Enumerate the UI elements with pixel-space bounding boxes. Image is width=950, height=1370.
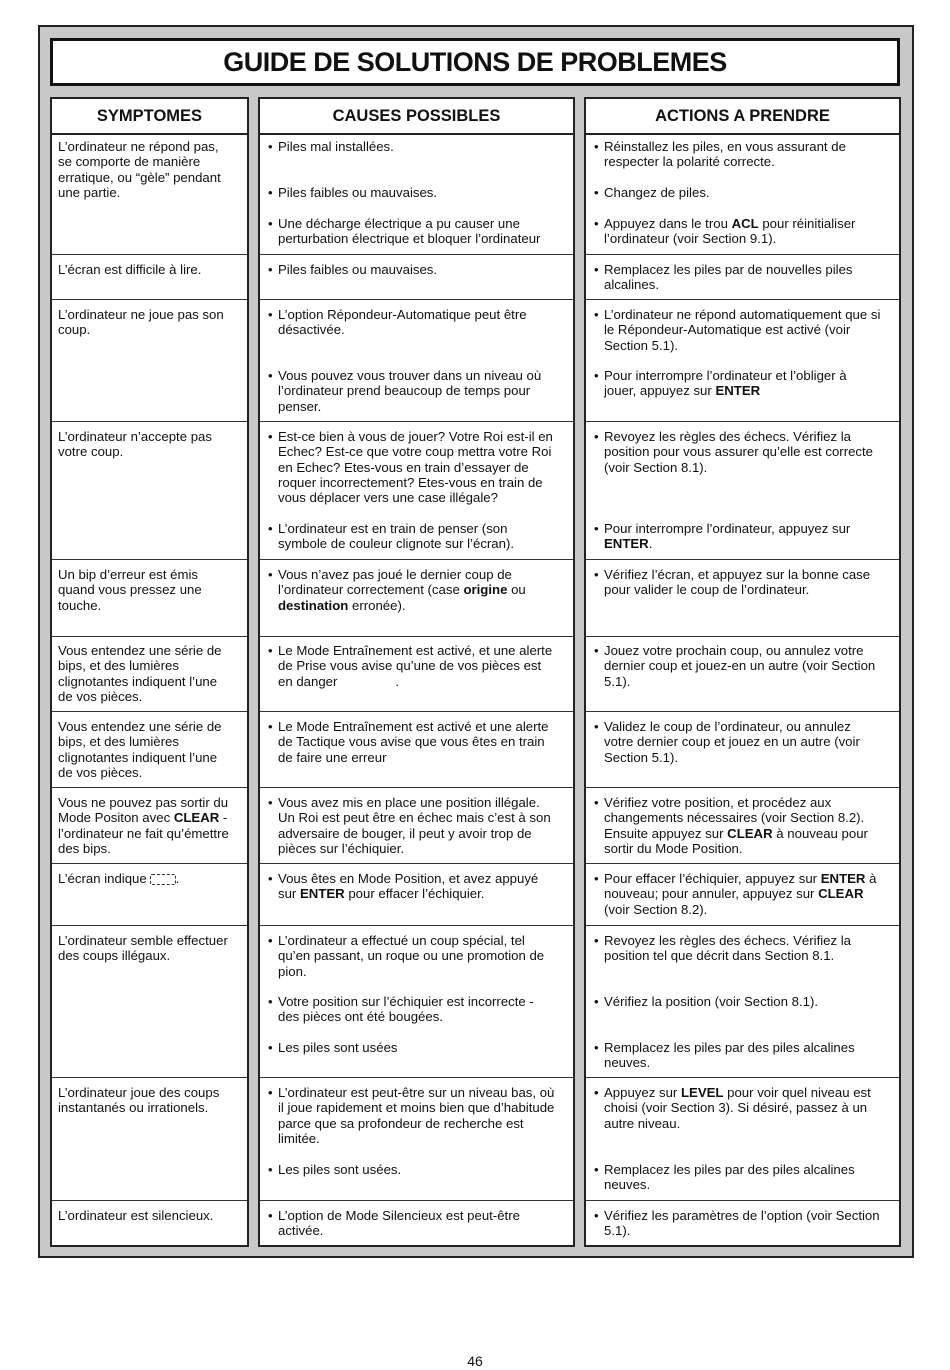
action-item: • Remplacez les piles par des piles alcalines neuves. — [594, 1040, 855, 1071]
action-item: • Appuyez dans le trou ACL pour réinitialiser l’ordinateur (voir Section 9.1). — [594, 216, 856, 247]
row-divider — [52, 1077, 247, 1078]
symptom-text: L’écran indique . — [58, 871, 180, 886]
row-divider — [586, 299, 899, 300]
row-divider — [260, 1200, 573, 1201]
cause-item: • L’option Répondeur-Automatique peut être désactivée. — [268, 307, 527, 338]
symptom-text: Vous entendez une série de bips, et des lumières clignotantes indiquent l’une de vos pièces. — [58, 719, 222, 780]
cause-item: • Votre position sur l’échiquier est incorrecte - des pièces ont été bougées. — [268, 994, 534, 1025]
cause-item: • L’ordinateur a effectué un coup spécial, tel qu’en passant, un roque ou une promotion de pion. — [268, 933, 545, 979]
row-divider — [52, 863, 247, 864]
row-divider — [52, 1200, 247, 1201]
action-item: • Pour effacer l’échiquier, appuyez sur ENTER à nouveau; pour annuler, appuyez sur CLEAR (voir Section 8.2). — [594, 871, 877, 917]
cause-item: • Les piles sont usées — [268, 1040, 398, 1055]
lcd-display-icon — [150, 874, 176, 885]
cause-item: • Piles mal installées. — [268, 139, 394, 154]
cause-item: • Le Mode Entraînement est activé et une alerte de Tactique vous avise que vous êtes en train de faire une erreur — [268, 719, 549, 765]
row-divider — [586, 711, 899, 712]
symptoms-header: SYMPTOMES — [52, 99, 247, 135]
action-item: • Vérifiez l’écran, et appuyez sur la bonne case pour valider le coup de l’ordinateur. — [594, 567, 871, 598]
symptom-text: L’ordinateur n’accepte pas votre coup. — [58, 429, 212, 460]
row-divider — [586, 1200, 899, 1201]
action-item: • Pour interrompre l’ordinateur, appuyez sur ENTER. — [594, 521, 851, 552]
title-box — [50, 38, 900, 86]
cause-item: • L’ordinateur est peut-être sur un niveau bas, où il joue rapidement et moins bien que d’habitude parce que sa profondeur de recherche est limitée. — [268, 1085, 555, 1146]
symptom-text: Vous ne pouvez pas sortir du Mode Positon avec CLEAR - l’ordinateur ne fait qu’émettre des bips. — [58, 795, 229, 856]
page-number: 46 — [467, 1353, 483, 1369]
cause-item: • Une décharge électrique a pu causer une perturbation électrique et bloquer l’ordinateur — [268, 216, 541, 247]
action-item: • Réinstallez les piles, en vous assurant de respecter la polarité correcte. — [594, 139, 846, 170]
cause-item: • L’option de Mode Silencieux est peut-être activée. — [268, 1208, 520, 1239]
action-item: • Pour interrompre l’ordinateur et l’obliger à jouer, appuyez sur ENTER — [594, 368, 847, 399]
row-divider — [260, 1077, 573, 1078]
cause-item: • Piles faibles ou mauvaises. — [268, 262, 438, 277]
row-divider — [260, 299, 573, 300]
action-item: • L’ordinateur ne répond automatiquement que si le Répondeur-Automatique est activé (voir Section 5.1). — [594, 307, 881, 353]
row-divider — [52, 299, 247, 300]
action-item: • Vérifiez votre position, et procédez aux changements nécessaires (voir Section 8.2). Ensuite appuyez sur CLEAR à nouveau pour sortir du Mode Position. — [594, 795, 868, 856]
row-divider — [260, 559, 573, 560]
symptom-text: Un bip d’erreur est émis quand vous pressez une touche. — [58, 567, 202, 613]
action-item: • Revoyez les règles des échecs. Vérifiez la position pour vous assurer qu’elle est correcte (voir Section 8.1). — [594, 429, 874, 475]
symptom-text: L’ordinateur est silencieux. — [58, 1208, 214, 1223]
row-divider — [586, 787, 899, 788]
action-item: • Changez de piles. — [594, 185, 710, 200]
cause-item: • Vous pouvez vous trouver dans un niveau où l’ordinateur prend beaucoup de temps pour penser. — [268, 368, 542, 414]
row-divider — [586, 1077, 899, 1078]
symptom-text: L’ordinateur joue des coups instantanés ou irrationels. — [58, 1085, 220, 1116]
row-divider — [260, 636, 573, 637]
row-divider — [52, 254, 247, 255]
action-item: • Jouez votre prochain coup, ou annulez votre dernier coup et jouez-en un autre (voir Section 5.1). — [594, 643, 876, 689]
cause-item: • Vous n’avez pas joué le dernier coup de l’ordinateur correctement (case origine ou destination erronée). — [268, 567, 526, 613]
action-item: • Validez le coup de l’ordinateur, ou annulez votre dernier coup et jouez en un autre (voir Section 5.1). — [594, 719, 860, 765]
cause-item: • Vous avez mis en place une position illégale. Un Roi est peut être en échec mais c’est à son adversaire de bouger, il peut y avoir trop de pièces sur l’échiquier. — [268, 795, 551, 856]
cause-item: • Le Mode Entraînement est activé, et une alerte de Prise vous avise qu’une de vos pièces est en danger . — [268, 643, 553, 689]
page-title: GUIDE DE SOLUTIONS DE PROBLEMES — [223, 46, 727, 77]
symptom-text: Vous entendez une série de bips, et des lumières clignotantes indiquent l’une de vos pièces. — [58, 643, 222, 704]
row-divider — [586, 863, 899, 864]
cause-item: • Vous êtes en Mode Position, et avez appuyé sur ENTER pour effacer l’échiquier. — [268, 871, 539, 902]
row-divider — [52, 925, 247, 926]
row-divider — [260, 925, 573, 926]
causes-column — [258, 97, 575, 1247]
symptoms-column — [50, 97, 249, 1247]
symptom-text: L’ordinateur semble effectuer des coups illégaux. — [58, 933, 228, 964]
cause-item: • Est-ce bien à vous de jouer? Votre Roi est-il en Echec? Est-ce que votre coup mettra votre Roi en Echec? Etes-vous en train d’essayer de roquer incorrectement? Etes-vous en train de vous déplacer vers une case illégale? — [268, 429, 553, 506]
row-divider — [260, 421, 573, 422]
action-item: • Revoyez les règles des échecs. Vérifiez la position tel que décrit dans Section 8.1. — [594, 933, 852, 964]
row-divider — [586, 636, 899, 637]
row-divider — [260, 863, 573, 864]
symptom-text: L’ordinateur ne répond pas, se comporte de manière erratique, ou “gèle” pendant une partie. — [58, 139, 221, 200]
actions-header: ACTIONS A PRENDRE — [586, 99, 899, 135]
action-item: • Remplacez les piles par de nouvelles piles alcalines. — [594, 262, 853, 293]
cause-item: • Piles faibles ou mauvaises. — [268, 185, 438, 200]
row-divider — [260, 254, 573, 255]
row-divider — [260, 711, 573, 712]
row-divider — [586, 559, 899, 560]
cause-item: • L’ordinateur est en train de penser (son symbole de couleur clignote sur l’écran). — [268, 521, 515, 552]
row-divider — [52, 421, 247, 422]
actions-column — [584, 97, 901, 1247]
action-item: • Vérifiez les paramètres de l’option (voir Section 5.1). — [594, 1208, 880, 1239]
causes-header: CAUSES POSSIBLES — [260, 99, 573, 135]
row-divider — [586, 254, 899, 255]
row-divider — [52, 711, 247, 712]
symptom-text: L’écran est difficile à lire. — [58, 262, 202, 277]
action-item: • Appuyez sur LEVEL pour voir quel niveau est choisi (voir Section 3). Si désiré, passez à un autre niveau. — [594, 1085, 871, 1131]
row-divider — [586, 421, 899, 422]
row-divider — [52, 559, 247, 560]
symptom-text: L’ordinateur ne joue pas son coup. — [58, 307, 224, 338]
cause-item: • Les piles sont usées. — [268, 1162, 402, 1177]
row-divider — [52, 787, 247, 788]
row-divider — [260, 787, 573, 788]
action-item: • Remplacez les piles par des piles alcalines neuves. — [594, 1162, 855, 1193]
row-divider — [586, 925, 899, 926]
row-divider — [52, 636, 247, 637]
action-item: • Vérifiez la position (voir Section 8.1). — [594, 994, 819, 1009]
